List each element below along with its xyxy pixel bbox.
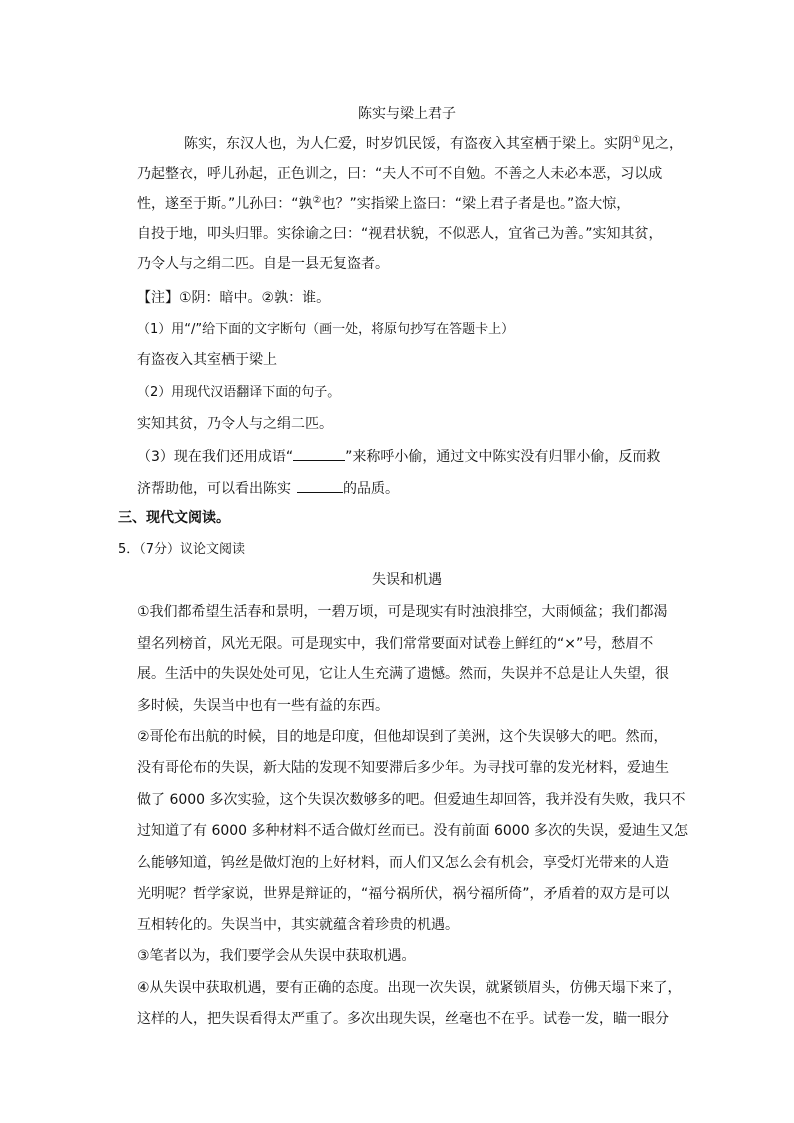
idiom-answer-blank[interactable] (293, 446, 345, 461)
essay-line: 望名列榜首，风光无限。可是现实中，我们常常要面对试卷上鲜红的“×”号，愁眉不 (137, 636, 654, 652)
section-3-heading: 三、现代文阅读。 (118, 510, 230, 526)
story-line-1: 陈实，东汉人也，为人仁爱，时岁饥民馁，有盗夜入其室栖于梁上。实阴①见之， (184, 135, 683, 152)
essay-line: 过知道了有 6000 多种材料不适合做灯丝而已。没有前面 6000 多次的失误，爱迪生又怎 (137, 823, 689, 839)
question-3-line-1: （3）现在我们还用成语“ ”来称呼小偷，通过文中陈实没有归罪小偷，反而救 (137, 446, 677, 467)
essay-line: 展。生活中的失误处处可见，它让人生充满了遗憾。然而，失误并不总是让人失望，很 (137, 666, 669, 682)
footnote-mark-1: ① (632, 135, 641, 146)
question-5-label: 5．（7分）议论文阅读 (118, 542, 246, 557)
story-line-2: 乃起整衣，呼儿孙起，正色训之，曰：“夫人不可不自勉。不善之人未必本恶，习以成 (137, 166, 663, 182)
essay-line: 光明呢？哲学家说，世界是辩证的，“福兮祸所伏，祸兮福所倚”，矛盾着的双方是可以 (137, 886, 670, 902)
story-line-3: 性，遂至于斯。”儿孙曰：“孰②也？”实指梁上盗曰：“梁上君子者是也。”盗大惊， (137, 195, 631, 212)
essay-line: 没有哥伦布的失误，新大陆的发现不知要滞后多少年。为寻找可靠的发光材料，爱迪生 (137, 760, 669, 776)
question-2-text: 实知其贫，乃令人与之绢二匹。 (137, 416, 333, 432)
quality-answer-blank[interactable] (297, 478, 343, 493)
essay-line: ④从失误中获取机遇，要有正确的态度。出现一次失误，就紧锁眉头，仿佛天塌下来了， (137, 980, 682, 996)
essay-line: 多时候，失误当中也有一些有益的东西。 (137, 698, 389, 714)
story-note: 【注】①阴：暗中。②孰：谁。 (137, 290, 331, 306)
footnote-mark-2: ② (312, 195, 322, 206)
essay-line: 这样的人，把失误看得太严重了。多次出现失误，丝毫也不在乎。试卷一发，瞄一眼分 (137, 1011, 669, 1027)
essay-line: 互相转化的。失误当中，其实就蕴含着珍贵的机遇。 (137, 917, 459, 933)
question-1-text: 有盗夜入其室栖于梁上 (137, 352, 277, 368)
story-line-4: 自投于地，叩头归罪。实徐谕之曰：“视君状貌，不似恶人，宜省己为善。”实知其贫， (137, 226, 663, 242)
question-1: （1）用“/”给下面的文字断句（画一处，将原句抄写在答题卡上） (137, 322, 515, 337)
essay-line: ①我们都希望生活春和景明，一碧万顷，可是现实有时浊浪排空，大雨倾盆；我们都渴 (137, 604, 668, 620)
essay-line: ②哥伦布出航的时候，目的地是印度，但他却误到了美洲，这个失误够大的吧。然而， (137, 729, 668, 745)
essay-title: 失误和机遇 (372, 572, 442, 588)
essay-line: 做了 6000 多次实验，这个失误次数够多的吧。但爱迪生却回答，我并没有失败，我只不 (137, 792, 686, 808)
story-title: 陈实与梁上君子 (358, 106, 456, 122)
essay-line: 么能够知道，钨丝是做灯泡的上好材料，而人们又怎么会有机会，享受灯光带来的人造 (137, 855, 669, 871)
story-line-5: 乃令人与之绢二匹。自是一县无复盗者。 (137, 256, 389, 272)
essay-line: ③笔者以为，我们要学会从失误中获取机遇。 (137, 948, 416, 964)
question-2: （2）用现代汉语翻译下面的句子。 (137, 385, 341, 400)
question-3-line-2: 济帮助他，可以看出陈实 的品质。 (137, 478, 677, 499)
